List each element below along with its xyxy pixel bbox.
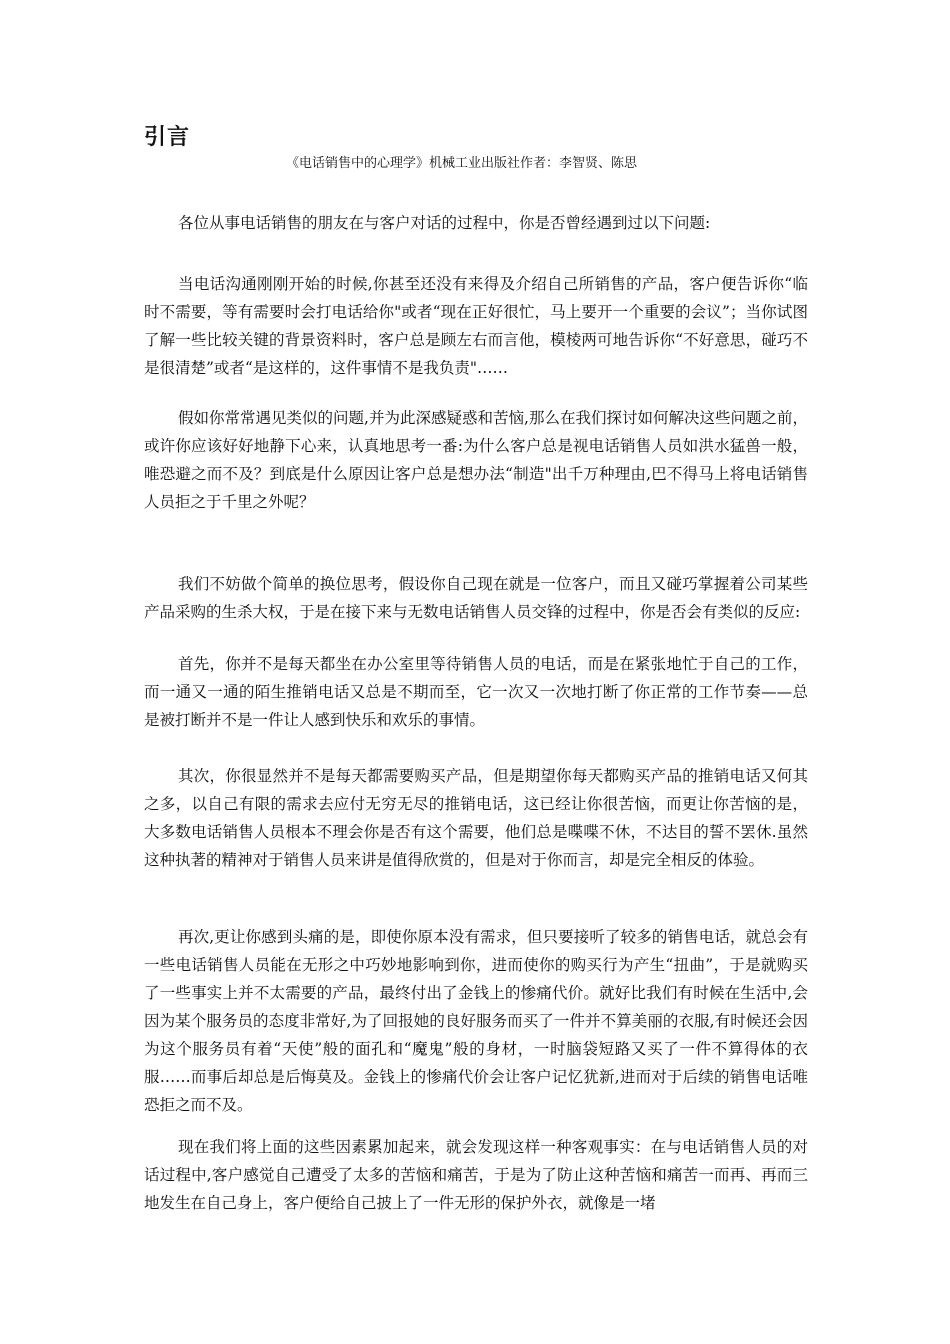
paragraph-role-swap: 我们不妨做个简单的换位思考，假设你自己现在就是一位客户，而且又碰巧掌握着公司某些产品采购的生杀大权，于是在接下来与无数电话销售人员交锋的过程中，你是否会有类似的反应: [144,575,808,621]
source-line: 《电话销售中的心理学》机械工业出版社作者：李智贤、陈思 [286,156,638,171]
paragraph-second: 其次，你很显然并不是每天都需要购买产品，但是期望你每天都购买产品的推销电话又何其之多，以自己有限的需求去应付无穷无尽的推销电话，这已经让你很苦恼，而更让你苦恼的是，大多数电话销售人员根本不理会你是否有这个需要，他们总是喋喋不休，不达目的誓不罢休.虽然这种执著的精神对于销售人员来讲是值得欣赏的，但是对于你而言，却是完全相反的体验。 [144,767,808,869]
paragraph-scenario: 当电话沟通刚刚开始的时候,你甚至还没有来得及介绍自己所销售的产品，客户便告诉你“临时不需要，等有需要时会打电话给你"或者“现在正好很忙，马上要开一个重要的会议”；当你试图了解一些比较关键的背景资料时，客户总是顾左右而言他，模棱两可地告诉你“不好意思，碰巧不是很清楚”或者“是这样的，这件事情不是我负责"…… [144,275,808,377]
paragraph-summary: 现在我们将上面的这些因素累加起来，就会发现这样一种客观事实：在与电话销售人员的对话过程中,客户感觉自己遭受了太多的苦恼和痛苦，于是为了防止这种苦恼和痛苦一而再、再而三地发生在自己身上，客户便给自己披上了一件无形的保护外衣，就像是一堵 [144,1138,808,1212]
paragraph-intro: 各位从事电话销售的朋友在与客户对话的过程中，你是否曾经遇到过以下问题: [178,214,711,232]
page-title: 引言 [144,124,191,150]
paragraph-first: 首先，你并不是每天都坐在办公室里等待销售人员的电话，而是在紧张地忙于自己的工作，而一通又一通的陌生推销电话又总是不期而至，它一次又一次地打断了你正常的工作节奏——总是被打断并不是一件让人感到快乐和欢乐的事情。 [144,655,808,729]
paragraph-third: 再次,更让你感到头痛的是，即使你原本没有需求，但只要接听了较多的销售电话，就总会有一些电话销售人员能在无形之中巧妙地影响到你，进而使你的购买行为产生“扭曲”，于是就购买了一些事实上并不太需要的产品，最终付出了金钱上的惨痛代价。就好比我们有时候在生活中,会因为某个服务员的态度非常好,为了回报她的良好服务而买了一件并不算美丽的衣服,有时候还会因为这个服务员有着“天使”般的面孔和“魔鬼”般的身材，一时脑袋短路又买了一件不算得体的衣服……而事后却总是后悔莫及。金钱上的惨痛代价会让客户记忆犹新,进而对于后续的销售电话唯恐拒之而不及。 [144,928,808,1114]
paragraph-question: 假如你常常遇见类似的问题,并为此深感疑惑和苦恼,那么在我们探讨如何解决这些问题之前，或许你应该好好地静下心来，认真地思考一番:为什么客户总是视电话销售人员如洪水猛兽一般，唯恐避之而不及？到底是什么原因让客户总是想办法“制造"出千万种理由,巴不得马上将电话销售人员拒之于千里之外呢？ [144,409,808,511]
